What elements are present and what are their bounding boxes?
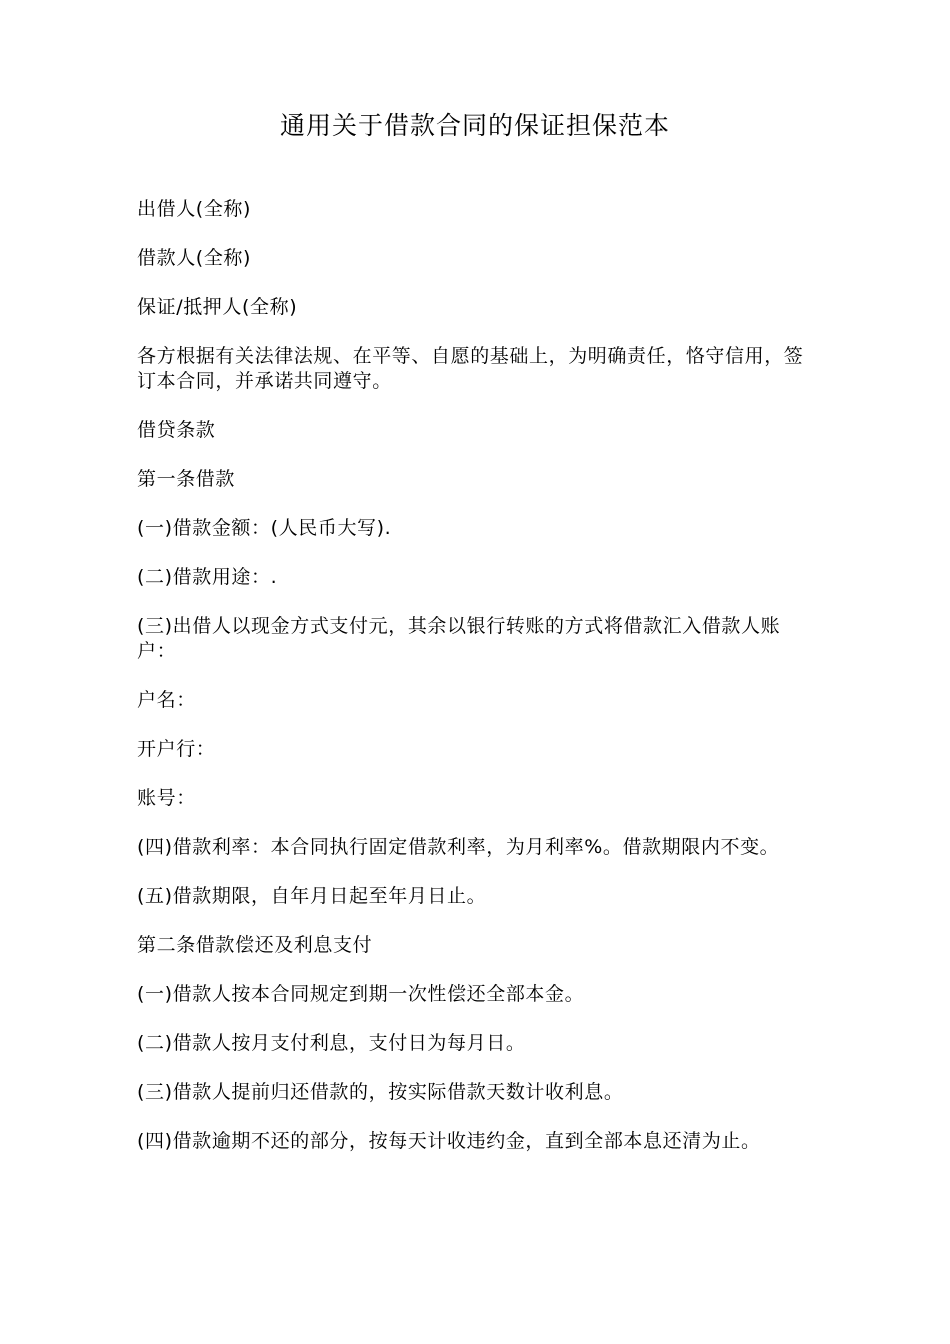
document-title: 通用关于借款合同的保证担保范本 [279,111,670,140]
paragraph-loan-terms-heading: 借贷条款 [137,419,216,441]
paragraph-loan-amount: (一)借款金额：(人民币大写). [137,517,392,539]
paragraph-borrower: 借款人(全称) [137,247,252,269]
paragraph-article-2-heading: 第二条借款偿还及利息支付 [137,934,373,956]
paragraph-payment-method: (三)出借人以现金方式支付元，其余以银行转账的方式将借款汇入借款人账户： [137,615,781,662]
paragraph-lender: 出借人(全称) [137,198,252,220]
paragraph-account-name: 户名： [137,689,196,711]
paragraph-repayment-principal: (一)借款人按本合同规定到期一次性偿还全部本金。 [137,983,585,1005]
paragraph-overdue-penalty: (四)借款逾期不还的部分，按每天计收违约金，直到全部本息还清为止。 [137,1130,761,1152]
paragraph-monthly-interest: (二)借款人按月支付利息，支付日为每月日。 [137,1032,526,1054]
document-body [137,197,817,1178]
paragraph-loan-purpose: (二)借款用途：. [137,566,278,588]
paragraph-bank-name: 开户行： [137,738,216,760]
paragraph-preamble: 各方根据有关法律法规、在平等、自愿的基础上，为明确责任，恪守信用，签订本合同，并承诺共同遵守。 [137,345,804,392]
paragraph-loan-term: (五)借款期限，自年月日起至年月日止。 [137,885,487,907]
paragraph-guarantor: 保证/抵押人(全称) [137,296,298,318]
paragraph-account-number: 账号： [137,787,196,809]
paragraph-early-repayment: (三)借款人提前归还借款的，按实际借款天数计收利息。 [137,1081,624,1103]
paragraph-interest-rate: (四)借款利率：本合同执行固定借款利率，为月利率%。借款期限内不变。 [137,836,780,858]
paragraph-article-1-heading: 第一条借款 [137,468,236,490]
